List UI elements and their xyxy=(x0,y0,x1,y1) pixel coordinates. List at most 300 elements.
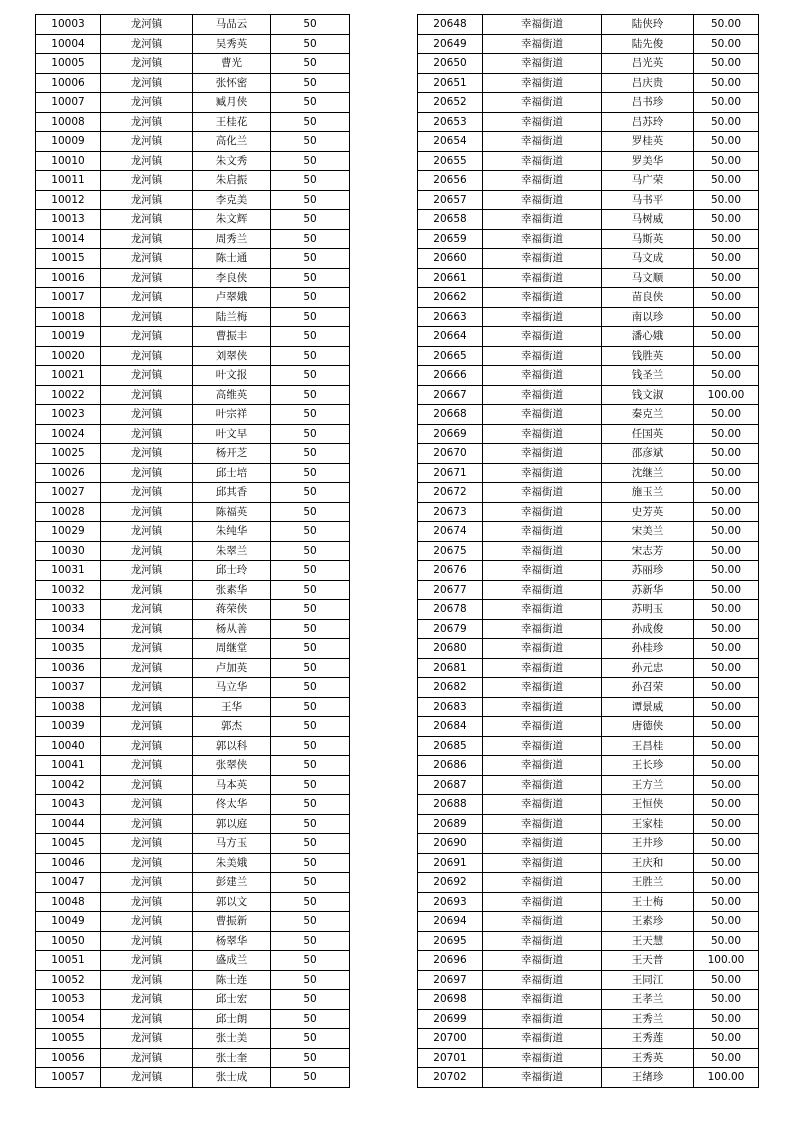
left-amount-cell: 50 xyxy=(271,502,350,522)
right-street-cell: 幸福街道 xyxy=(483,1068,602,1088)
right-table-row xyxy=(418,1068,759,1088)
right-name-cell: 王同江 xyxy=(602,970,694,990)
left-table-row xyxy=(36,561,350,581)
right-amount-cell: 50.00 xyxy=(694,268,759,288)
right-id-cell: 20685 xyxy=(418,736,483,756)
right-street-cell: 幸福街道 xyxy=(483,54,602,74)
right-table-row xyxy=(418,775,759,795)
left-name-cell: 曹振丰 xyxy=(193,327,271,347)
right-street-cell: 幸福街道 xyxy=(483,658,602,678)
left-amount-cell: 50 xyxy=(271,405,350,425)
right-table-row xyxy=(418,288,759,308)
left-town-cell: 龙河镇 xyxy=(101,580,193,600)
left-id-cell: 10011 xyxy=(36,171,101,191)
left-amount-cell: 50 xyxy=(271,210,350,230)
left-name-cell: 李良侠 xyxy=(193,268,271,288)
left-table-row xyxy=(36,444,350,464)
left-name-cell: 叶文报 xyxy=(193,366,271,386)
left-table-row xyxy=(36,892,350,912)
right-street-cell: 幸福街道 xyxy=(483,834,602,854)
right-table-row xyxy=(418,190,759,210)
right-amount-cell: 50.00 xyxy=(694,892,759,912)
right-id-cell: 20682 xyxy=(418,678,483,698)
right-table-row xyxy=(418,561,759,581)
right-id-cell: 20654 xyxy=(418,132,483,152)
right-table xyxy=(417,14,759,1088)
left-table-row xyxy=(36,658,350,678)
right-table-row xyxy=(418,697,759,717)
left-town-cell: 龙河镇 xyxy=(101,561,193,581)
right-amount-cell: 50.00 xyxy=(694,873,759,893)
left-amount-cell: 50 xyxy=(271,346,350,366)
left-id-cell: 10022 xyxy=(36,385,101,405)
right-id-cell: 20676 xyxy=(418,561,483,581)
left-name-cell: 杨开芝 xyxy=(193,444,271,464)
left-name-cell: 叶宗祥 xyxy=(193,405,271,425)
right-table-row xyxy=(418,502,759,522)
left-table-row xyxy=(36,717,350,737)
right-amount-cell: 50.00 xyxy=(694,600,759,620)
left-table-row xyxy=(36,424,350,444)
left-town-cell: 龙河镇 xyxy=(101,229,193,249)
right-street-cell: 幸福街道 xyxy=(483,171,602,191)
right-amount-cell: 50.00 xyxy=(694,483,759,503)
right-id-cell: 20650 xyxy=(418,54,483,74)
left-name-cell: 陈士通 xyxy=(193,249,271,269)
left-name-cell: 佟太华 xyxy=(193,795,271,815)
left-table-row xyxy=(36,54,350,74)
right-id-cell: 20680 xyxy=(418,639,483,659)
right-amount-cell: 50.00 xyxy=(694,463,759,483)
right-amount-cell: 50.00 xyxy=(694,502,759,522)
left-amount-cell: 50 xyxy=(271,639,350,659)
right-id-cell: 20696 xyxy=(418,951,483,971)
right-name-cell: 沈继兰 xyxy=(602,463,694,483)
right-id-cell: 20661 xyxy=(418,268,483,288)
left-id-cell: 10009 xyxy=(36,132,101,152)
left-name-cell: 马品云 xyxy=(193,15,271,35)
left-name-cell: 刘翠侠 xyxy=(193,346,271,366)
left-name-cell: 朱美娥 xyxy=(193,853,271,873)
left-name-cell: 高化兰 xyxy=(193,132,271,152)
left-name-cell: 朱文辉 xyxy=(193,210,271,230)
right-amount-cell: 50.00 xyxy=(694,249,759,269)
left-table-row xyxy=(36,639,350,659)
right-id-cell: 20691 xyxy=(418,853,483,873)
left-name-cell: 朱纯华 xyxy=(193,522,271,542)
left-id-cell: 10031 xyxy=(36,561,101,581)
right-amount-cell: 50.00 xyxy=(694,931,759,951)
right-street-cell: 幸福街道 xyxy=(483,483,602,503)
right-table-row xyxy=(418,931,759,951)
right-table-row xyxy=(418,171,759,191)
left-id-cell: 10050 xyxy=(36,931,101,951)
right-amount-cell: 50.00 xyxy=(694,73,759,93)
right-id-cell: 20658 xyxy=(418,210,483,230)
right-name-cell: 秦克兰 xyxy=(602,405,694,425)
left-amount-cell: 50 xyxy=(271,463,350,483)
left-town-cell: 龙河镇 xyxy=(101,385,193,405)
right-street-cell: 幸福街道 xyxy=(483,931,602,951)
left-amount-cell: 50 xyxy=(271,34,350,54)
right-street-cell: 幸福街道 xyxy=(483,775,602,795)
left-amount-cell: 50 xyxy=(271,483,350,503)
right-id-cell: 20679 xyxy=(418,619,483,639)
right-id-cell: 20662 xyxy=(418,288,483,308)
right-name-cell: 王秀兰 xyxy=(602,1009,694,1029)
left-name-cell: 张翠侠 xyxy=(193,756,271,776)
right-street-cell: 幸福街道 xyxy=(483,1029,602,1049)
right-street-cell: 幸福街道 xyxy=(483,132,602,152)
right-name-cell: 王庆和 xyxy=(602,853,694,873)
right-name-cell: 罗美华 xyxy=(602,151,694,171)
left-table-row xyxy=(36,931,350,951)
left-town-cell: 龙河镇 xyxy=(101,1068,193,1088)
right-id-cell: 20692 xyxy=(418,873,483,893)
left-town-cell: 龙河镇 xyxy=(101,502,193,522)
left-id-cell: 10018 xyxy=(36,307,101,327)
left-id-cell: 10055 xyxy=(36,1029,101,1049)
left-name-cell: 马立华 xyxy=(193,678,271,698)
left-amount-cell: 50 xyxy=(271,990,350,1010)
right-id-cell: 20671 xyxy=(418,463,483,483)
left-table-row xyxy=(36,1048,350,1068)
left-amount-cell: 50 xyxy=(271,678,350,698)
right-amount-cell: 50.00 xyxy=(694,93,759,113)
left-amount-cell: 50 xyxy=(271,814,350,834)
left-name-cell: 王华 xyxy=(193,697,271,717)
right-amount-cell: 50.00 xyxy=(694,1009,759,1029)
right-amount-cell: 50.00 xyxy=(694,912,759,932)
right-table-row xyxy=(418,951,759,971)
left-table-row xyxy=(36,1029,350,1049)
left-id-cell: 10006 xyxy=(36,73,101,93)
right-name-cell: 王素珍 xyxy=(602,912,694,932)
left-table-row xyxy=(36,775,350,795)
right-name-cell: 苏明玉 xyxy=(602,600,694,620)
left-name-cell: 马方玉 xyxy=(193,834,271,854)
left-table-row xyxy=(36,580,350,600)
left-id-cell: 10040 xyxy=(36,736,101,756)
left-town-cell: 龙河镇 xyxy=(101,54,193,74)
right-table-row xyxy=(418,405,759,425)
left-id-cell: 10013 xyxy=(36,210,101,230)
left-town-cell: 龙河镇 xyxy=(101,1009,193,1029)
left-table-row xyxy=(36,736,350,756)
left-amount-cell: 50 xyxy=(271,93,350,113)
left-table-row xyxy=(36,132,350,152)
right-street-cell: 幸福街道 xyxy=(483,112,602,132)
right-street-cell: 幸福街道 xyxy=(483,697,602,717)
left-amount-cell: 50 xyxy=(271,229,350,249)
right-amount-cell: 50.00 xyxy=(694,658,759,678)
left-table-row xyxy=(36,483,350,503)
left-name-cell: 张素华 xyxy=(193,580,271,600)
right-amount-cell: 50.00 xyxy=(694,541,759,561)
right-id-cell: 20694 xyxy=(418,912,483,932)
left-id-cell: 10037 xyxy=(36,678,101,698)
left-id-cell: 10035 xyxy=(36,639,101,659)
left-town-cell: 龙河镇 xyxy=(101,619,193,639)
left-town-cell: 龙河镇 xyxy=(101,892,193,912)
right-name-cell: 吕书珍 xyxy=(602,93,694,113)
right-amount-cell: 50.00 xyxy=(694,288,759,308)
left-amount-cell: 50 xyxy=(271,970,350,990)
right-amount-cell: 100.00 xyxy=(694,951,759,971)
right-street-cell: 幸福街道 xyxy=(483,288,602,308)
left-town-cell: 龙河镇 xyxy=(101,15,193,35)
left-name-cell: 邱士玲 xyxy=(193,561,271,581)
right-amount-cell: 50.00 xyxy=(694,229,759,249)
right-id-cell: 20702 xyxy=(418,1068,483,1088)
left-town-cell: 龙河镇 xyxy=(101,717,193,737)
right-name-cell: 王恒侠 xyxy=(602,795,694,815)
right-street-cell: 幸福街道 xyxy=(483,424,602,444)
right-street-cell: 幸福街道 xyxy=(483,853,602,873)
left-amount-cell: 50 xyxy=(271,912,350,932)
left-amount-cell: 50 xyxy=(271,288,350,308)
left-amount-cell: 50 xyxy=(271,658,350,678)
left-name-cell: 蒋荣侠 xyxy=(193,600,271,620)
right-street-cell: 幸福街道 xyxy=(483,795,602,815)
left-amount-cell: 50 xyxy=(271,385,350,405)
left-name-cell: 周继堂 xyxy=(193,639,271,659)
right-name-cell: 王秀莲 xyxy=(602,1029,694,1049)
left-table-row xyxy=(36,229,350,249)
right-name-cell: 马斯英 xyxy=(602,229,694,249)
right-id-cell: 20678 xyxy=(418,600,483,620)
right-id-cell: 20656 xyxy=(418,171,483,191)
right-amount-cell: 50.00 xyxy=(694,1048,759,1068)
left-id-cell: 10046 xyxy=(36,853,101,873)
left-amount-cell: 50 xyxy=(271,132,350,152)
right-amount-cell: 50.00 xyxy=(694,580,759,600)
left-table-row xyxy=(36,502,350,522)
left-id-cell: 10015 xyxy=(36,249,101,269)
right-amount-cell: 50.00 xyxy=(694,34,759,54)
left-town-cell: 龙河镇 xyxy=(101,424,193,444)
right-amount-cell: 50.00 xyxy=(694,756,759,776)
right-street-cell: 幸福街道 xyxy=(483,619,602,639)
left-id-cell: 10007 xyxy=(36,93,101,113)
right-id-cell: 20686 xyxy=(418,756,483,776)
right-id-cell: 20683 xyxy=(418,697,483,717)
right-amount-cell: 50.00 xyxy=(694,132,759,152)
left-table-row xyxy=(36,600,350,620)
left-town-cell: 龙河镇 xyxy=(101,73,193,93)
right-table-row xyxy=(418,756,759,776)
left-id-cell: 10016 xyxy=(36,268,101,288)
right-name-cell: 孙桂珍 xyxy=(602,639,694,659)
right-id-cell: 20701 xyxy=(418,1048,483,1068)
right-amount-cell: 50.00 xyxy=(694,814,759,834)
right-id-cell: 20697 xyxy=(418,970,483,990)
left-amount-cell: 50 xyxy=(271,424,350,444)
left-town-cell: 龙河镇 xyxy=(101,756,193,776)
right-name-cell: 邵彦斌 xyxy=(602,444,694,464)
left-name-cell: 郭以科 xyxy=(193,736,271,756)
right-table-row xyxy=(418,112,759,132)
right-street-cell: 幸福街道 xyxy=(483,736,602,756)
right-table-row xyxy=(418,463,759,483)
right-name-cell: 王孝兰 xyxy=(602,990,694,1010)
right-street-cell: 幸福街道 xyxy=(483,951,602,971)
right-name-cell: 王长珍 xyxy=(602,756,694,776)
right-id-cell: 20674 xyxy=(418,522,483,542)
right-table-row xyxy=(418,229,759,249)
left-town-cell: 龙河镇 xyxy=(101,1029,193,1049)
right-name-cell: 孙召荣 xyxy=(602,678,694,698)
right-street-cell: 幸福街道 xyxy=(483,346,602,366)
left-table-row xyxy=(36,366,350,386)
left-id-cell: 10047 xyxy=(36,873,101,893)
right-id-cell: 20698 xyxy=(418,990,483,1010)
left-town-cell: 龙河镇 xyxy=(101,912,193,932)
left-table-row xyxy=(36,756,350,776)
left-table-row xyxy=(36,288,350,308)
right-table-row xyxy=(418,444,759,464)
right-street-cell: 幸福街道 xyxy=(483,912,602,932)
left-id-cell: 10053 xyxy=(36,990,101,1010)
right-amount-cell: 50.00 xyxy=(694,970,759,990)
right-amount-cell: 50.00 xyxy=(694,795,759,815)
left-id-cell: 10004 xyxy=(36,34,101,54)
left-table-row xyxy=(36,327,350,347)
left-id-cell: 10026 xyxy=(36,463,101,483)
left-town-cell: 龙河镇 xyxy=(101,112,193,132)
left-amount-cell: 50 xyxy=(271,580,350,600)
right-id-cell: 20648 xyxy=(418,15,483,35)
left-town-cell: 龙河镇 xyxy=(101,678,193,698)
left-table-row xyxy=(36,463,350,483)
left-town-cell: 龙河镇 xyxy=(101,366,193,386)
left-town-cell: 龙河镇 xyxy=(101,405,193,425)
right-street-cell: 幸福街道 xyxy=(483,327,602,347)
left-name-cell: 曹振新 xyxy=(193,912,271,932)
left-amount-cell: 50 xyxy=(271,307,350,327)
left-town-cell: 龙河镇 xyxy=(101,541,193,561)
left-amount-cell: 50 xyxy=(271,600,350,620)
right-id-cell: 20655 xyxy=(418,151,483,171)
right-id-cell: 20649 xyxy=(418,34,483,54)
right-table-row xyxy=(418,1009,759,1029)
left-amount-cell: 50 xyxy=(271,268,350,288)
right-street-cell: 幸福街道 xyxy=(483,190,602,210)
right-street-cell: 幸福街道 xyxy=(483,502,602,522)
right-name-cell: 罗桂英 xyxy=(602,132,694,152)
left-name-cell: 周秀兰 xyxy=(193,229,271,249)
left-name-cell: 杨从善 xyxy=(193,619,271,639)
left-amount-cell: 50 xyxy=(271,717,350,737)
right-amount-cell: 50.00 xyxy=(694,112,759,132)
left-name-cell: 卢翠娥 xyxy=(193,288,271,308)
right-name-cell: 吕苏玲 xyxy=(602,112,694,132)
left-amount-cell: 50 xyxy=(271,112,350,132)
left-name-cell: 臧月侠 xyxy=(193,93,271,113)
right-table-row xyxy=(418,873,759,893)
right-amount-cell: 50.00 xyxy=(694,561,759,581)
right-name-cell: 南以珍 xyxy=(602,307,694,327)
right-table-row xyxy=(418,853,759,873)
right-table-body xyxy=(418,15,759,1088)
right-name-cell: 谭景威 xyxy=(602,697,694,717)
left-amount-cell: 50 xyxy=(271,15,350,35)
right-street-cell: 幸福街道 xyxy=(483,249,602,269)
right-amount-cell: 50.00 xyxy=(694,171,759,191)
left-town-cell: 龙河镇 xyxy=(101,834,193,854)
right-amount-cell: 50.00 xyxy=(694,853,759,873)
left-amount-cell: 50 xyxy=(271,541,350,561)
left-name-cell: 张士奎 xyxy=(193,1048,271,1068)
left-table-row xyxy=(36,990,350,1010)
left-name-cell: 张士成 xyxy=(193,1068,271,1088)
left-name-cell: 邱其香 xyxy=(193,483,271,503)
left-amount-cell: 50 xyxy=(271,834,350,854)
left-town-cell: 龙河镇 xyxy=(101,522,193,542)
right-street-cell: 幸福街道 xyxy=(483,229,602,249)
left-name-cell: 张怀密 xyxy=(193,73,271,93)
left-amount-cell: 50 xyxy=(271,873,350,893)
left-id-cell: 10023 xyxy=(36,405,101,425)
right-name-cell: 王士梅 xyxy=(602,892,694,912)
right-name-cell: 吕庆贵 xyxy=(602,73,694,93)
right-table-row xyxy=(418,678,759,698)
left-id-cell: 10033 xyxy=(36,600,101,620)
left-id-cell: 10003 xyxy=(36,15,101,35)
right-street-cell: 幸福街道 xyxy=(483,151,602,171)
left-id-cell: 10051 xyxy=(36,951,101,971)
right-id-cell: 20690 xyxy=(418,834,483,854)
right-name-cell: 钱圣兰 xyxy=(602,366,694,386)
left-table-row xyxy=(36,405,350,425)
left-id-cell: 10044 xyxy=(36,814,101,834)
right-table-row xyxy=(418,385,759,405)
left-name-cell: 郭以庭 xyxy=(193,814,271,834)
right-amount-cell: 50.00 xyxy=(694,15,759,35)
right-amount-cell: 50.00 xyxy=(694,522,759,542)
right-street-cell: 幸福街道 xyxy=(483,600,602,620)
right-id-cell: 20653 xyxy=(418,112,483,132)
left-table-row xyxy=(36,190,350,210)
right-table-row xyxy=(418,73,759,93)
right-street-cell: 幸福街道 xyxy=(483,639,602,659)
right-id-cell: 20693 xyxy=(418,892,483,912)
left-amount-cell: 50 xyxy=(271,73,350,93)
left-town-cell: 龙河镇 xyxy=(101,463,193,483)
left-table-row xyxy=(36,541,350,561)
right-id-cell: 20677 xyxy=(418,580,483,600)
left-amount-cell: 50 xyxy=(271,951,350,971)
left-table-row xyxy=(36,522,350,542)
right-table-row xyxy=(418,814,759,834)
right-name-cell: 王家桂 xyxy=(602,814,694,834)
right-table-row xyxy=(418,346,759,366)
left-table-row xyxy=(36,873,350,893)
right-amount-cell: 50.00 xyxy=(694,190,759,210)
right-amount-cell: 50.00 xyxy=(694,736,759,756)
left-table-row xyxy=(36,171,350,191)
right-street-cell: 幸福街道 xyxy=(483,73,602,93)
right-name-cell: 孙成俊 xyxy=(602,619,694,639)
left-amount-cell: 50 xyxy=(271,327,350,347)
left-id-cell: 10041 xyxy=(36,756,101,776)
left-id-cell: 10025 xyxy=(36,444,101,464)
right-amount-cell: 50.00 xyxy=(694,444,759,464)
right-street-cell: 幸福街道 xyxy=(483,717,602,737)
right-id-cell: 20672 xyxy=(418,483,483,503)
left-table-row xyxy=(36,73,350,93)
right-table-row xyxy=(418,834,759,854)
